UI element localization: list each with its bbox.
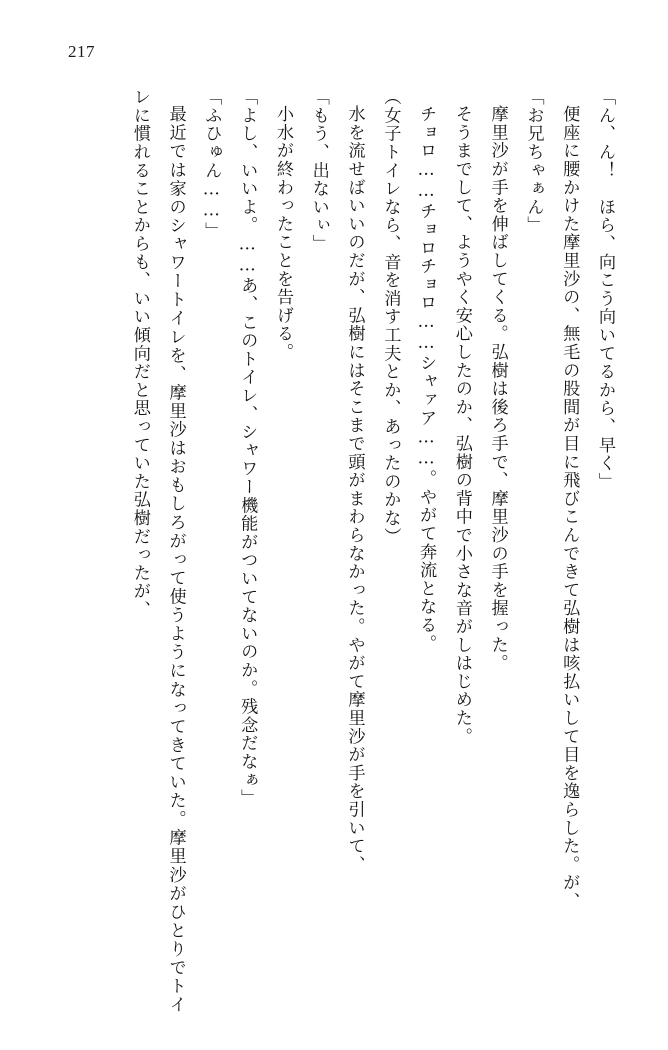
paragraph: チョロ……チョロチョロ……シャァア……。やがて奔流となる。 bbox=[416, 105, 437, 653]
paragraph: 摩里沙が手を伸ばしてくる。弘樹は後ろ手で、摩里沙の手を握った。 bbox=[487, 105, 508, 673]
paragraph: 「お兄ちゃぁん」 bbox=[523, 88, 544, 235]
paragraph: 「ん、ん！ ほら、向こう向いてるから、早く」 bbox=[595, 88, 615, 491]
paragraph: 便座に腰かけた摩里沙の、無毛の股間が目に飛びこんできて弘樹は咳払いして目を逸らした。が、 bbox=[559, 105, 580, 911]
paragraph: 水を流せばいいのだが、弘樹にはそこまで頭がまわらなかった。やがて摩里沙が手を引いて、 bbox=[344, 105, 365, 874]
paragraph: 最近では家のシャワートイレを、摩里沙はおもしろがって使うようになってきていた。摩里沙がひとりでトイレに慣れることからも、いい傾向だと思っていた弘樹だったが、 bbox=[129, 88, 186, 1014]
paragraph: 「ふひゅん……」 bbox=[201, 88, 222, 240]
paragraph: （女子トイレなら、音を消す工夫とか、あったのかな） bbox=[380, 88, 401, 546]
paragraph: そうまでして、ようやく安心したのか、弘樹の背中で小さな音がしはじめた。 bbox=[451, 105, 472, 746]
page-number: 217 bbox=[68, 42, 95, 61]
paragraph: 「もう、出ないぃ」 bbox=[308, 88, 329, 253]
vertical-text-body bbox=[60, 88, 622, 1014]
paragraph: 「よし、いいよ。……あ、このトイレ、シャワー機能がついてないのか。残念だなぁ」 bbox=[237, 88, 258, 808]
paragraph: 小水が終わったことを告げる。 bbox=[272, 105, 293, 362]
